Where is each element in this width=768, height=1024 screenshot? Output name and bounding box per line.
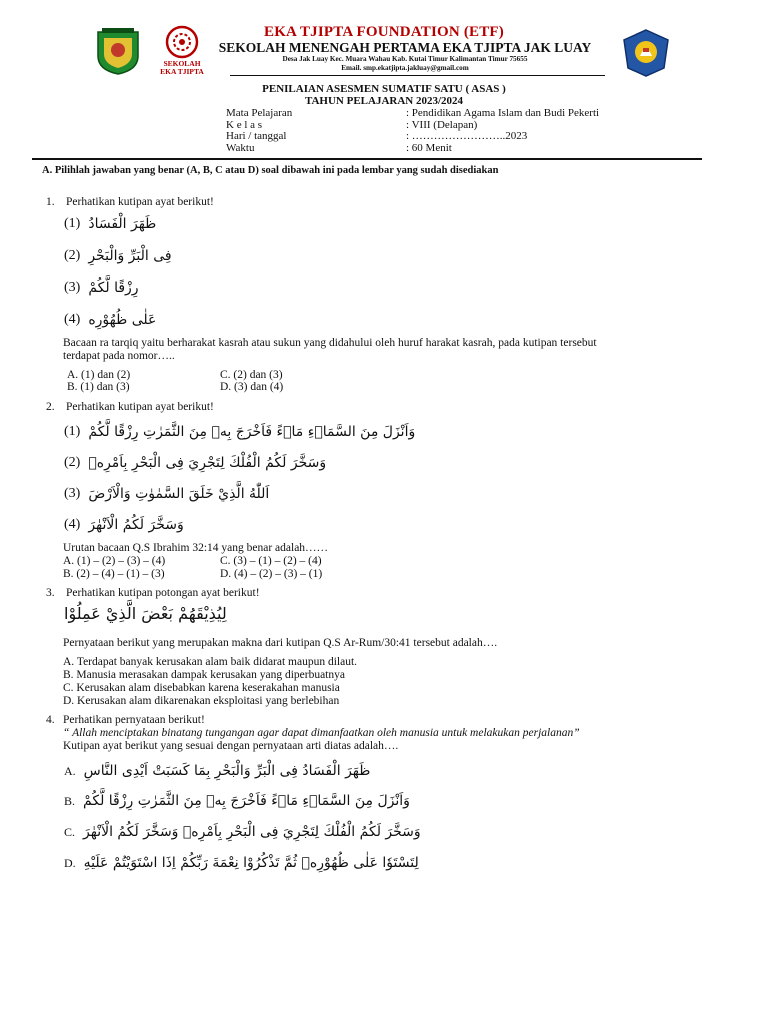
q1-item-2-arabic: فِى الْبَرِّ وَالْبَحْرِ xyxy=(88,248,172,264)
q4-question: Kutipan ayat berikut yang sesuai dengan pernyataan arti diatas adalah…. xyxy=(63,740,399,752)
q2-number: 2. xyxy=(46,401,55,413)
header-divider xyxy=(230,75,605,76)
q4-option-b xyxy=(64,793,410,809)
q4-option-d xyxy=(64,855,419,871)
field-label-subject: Mata Pelajaran xyxy=(226,107,293,119)
q3-question: Pernyataan berikut yang merupakan makna dari kutipan Q.S Ar-Rum/30:41 tersebut adalah…. xyxy=(63,637,498,649)
q2-item-1 xyxy=(64,424,415,440)
field-label-class: K e l a s xyxy=(226,118,263,131)
school-address xyxy=(150,55,660,73)
q2-stem: Perhatikan kutipan ayat berikut! xyxy=(66,401,214,413)
q2-item-2 xyxy=(64,455,326,471)
q2-option-d: D. (4) – (2) – (3) – (1) xyxy=(220,568,323,580)
q1-option-b: B. (1) dan (3) xyxy=(67,381,130,393)
field-value-subject: : Pendidikan Agama Islam dan Budi Pekerti xyxy=(406,107,600,119)
exam-title: PENILAIAN ASESMEN SUMATIF SATU ( ASAS ) xyxy=(262,83,506,95)
field-label-date: Hari / tanggal xyxy=(226,130,287,142)
field-label-time: Waktu xyxy=(226,141,255,154)
q4-option-c-arabic: وَسَخَّرَ لَكُمُ الْفُلْكَ لِتَجْرِيَ فِى الْبَحْرِ بِاَمْرِهٖ وَسَخَّرَ لَكُمُ الْاَنْهٰرَ xyxy=(83,824,421,840)
q2-item-4-arabic: وَسَخَّرَ لَكُمُ الْاَنْهٰرَ xyxy=(88,517,184,533)
q1-item-3-arabic: رِزْقًا لَّكُمْ xyxy=(88,280,139,296)
q1-option-d: D. (3) dan (4) xyxy=(220,381,284,393)
q4-option-b-letter: B. xyxy=(64,793,76,808)
q4-option-c-letter: C. xyxy=(64,824,76,839)
q1-item-2 xyxy=(64,248,172,264)
q2-item-3 xyxy=(64,486,269,502)
q4-option-c xyxy=(64,824,421,840)
q1-item-4-arabic: عَلٰى ظُهُوْرِه xyxy=(88,312,157,328)
field-value-date: : ……………………..2023 xyxy=(406,130,528,142)
q1-question-line-2: terdapat pada nomor….. xyxy=(63,350,175,362)
q1-option-a: A. (1) dan (2) xyxy=(67,369,131,381)
q2-question: Urutan bacaan Q.S Ibrahim 32:14 yang benar adalah…… xyxy=(63,542,329,554)
q1-item-1 xyxy=(64,216,156,232)
q1-item-3-num: (3) xyxy=(64,280,81,295)
school-name: SEKOLAH MENENGAH PERTAMA EKA TJIPTA JAK LUAY xyxy=(218,40,592,55)
q4-option-a xyxy=(64,763,370,779)
q3-option-b: B. Manusia merasakan dampak kerusakan yang diperbuatnya xyxy=(63,669,345,681)
q2-item-2-num: (2) xyxy=(64,455,81,470)
q1-item-4 xyxy=(64,312,156,328)
q2-item-3-num: (3) xyxy=(64,486,81,501)
field-value-class: : VIII (Delapan) xyxy=(406,118,478,131)
q1-item-4-num: (4) xyxy=(64,312,81,327)
logo-caption-line-2: EKA TJIPTA xyxy=(160,67,204,76)
section-divider xyxy=(32,158,702,160)
q4-option-a-letter: A. xyxy=(64,763,76,778)
q4-number: 4. xyxy=(46,714,55,726)
q3-arabic: لِيُذِيْقَهُمْ بَعْضَ الَّذِيْ عَمِلُوْا xyxy=(64,604,227,623)
q2-item-2-arabic: وَسَخَّرَ لَكُمُ الْفُلْكَ لِتَجْرِيَ فِى الْبَحْرِ بِاَمْرِهٖ xyxy=(88,455,327,471)
q3-number: 3. xyxy=(46,587,55,599)
q2-option-b: B. (2) – (4) – (1) – (3) xyxy=(63,568,165,580)
q2-option-c: C. (3) – (1) – (2) – (4) xyxy=(220,555,322,567)
q4-stem: Perhatikan pernyataan berikut! xyxy=(63,714,205,726)
q1-item-1-arabic: ظَهَرَ الْفَسَادُ xyxy=(88,216,157,232)
q3-stem: Perhatikan kutipan potongan ayat berikut! xyxy=(66,587,260,599)
q3-option-c: C. Kerusakan alam disebabkan karena keserakahan manusia xyxy=(63,682,340,694)
q2-item-4 xyxy=(64,517,184,533)
q1-option-c: C. (2) dan (3) xyxy=(220,369,283,381)
q1-number: 1. xyxy=(46,196,55,208)
q1-item-2-num: (2) xyxy=(64,248,81,263)
section-instruction: A. Pilihlah jawaban yang benar (A, B, C atau D) soal dibawah ini pada lembar yang sudah disediakan xyxy=(42,165,499,176)
address-line: Desa Jak Luay Kec. Muara Wahau Kab. Kutai Timur Kalimantan Timur 75655 xyxy=(282,55,528,63)
q2-item-1-num: (1) xyxy=(64,424,81,439)
exam-year: TAHUN PELAJARAN 2023/2024 xyxy=(304,95,464,107)
q2-item-1-arabic: وَاَنْزَلَ مِنَ السَّمَاۤءِ مَاۤءً فَاَخْرَجَ بِهٖ مِنَ الثَّمَرٰتِ رِزْقًا لَّكُمْ xyxy=(88,424,416,440)
foundation-name: EKA TJIPTA FOUNDATION (ETF) xyxy=(263,24,504,40)
q4-option-d-arabic: لِتَسْتَوٗا عَلٰى ظُهُوْرِهٖ ثُمَّ تَذْكُرُوْا نِعْمَةَ رَبِّكُمْ اِذَا اسْتَوَيْتُمْ عَلَيْهِ xyxy=(83,855,419,871)
field-value-time: : 60 Menit xyxy=(406,141,452,154)
q4-option-a-arabic: ظَهَرَ الْفَسَادُ فِى الْبَرِّ وَالْبَحْرِ بِمَا كَسَبَتْ اَيْدِى النَّاسِ xyxy=(83,763,371,779)
q3-option-a: A. Terdapat banyak kerusakan alam baik didarat maupun dilaut. xyxy=(63,656,358,668)
q4-option-d-letter: D. xyxy=(64,855,76,870)
email-line: Email. smp.ekatjipta.jakluay@gmail.com xyxy=(341,64,469,72)
q1-item-3 xyxy=(64,280,139,296)
q3-option-d: D. Kerusakan alam dikarenakan eksploitasi yang berlebihan xyxy=(63,695,340,707)
q2-option-a: A. (1) – (2) – (3) – (4) xyxy=(63,555,166,567)
q1-stem: Perhatikan kutipan ayat berikut! xyxy=(66,196,214,208)
q4-quote: “ Allah menciptakan binatang tungangan agar dapat dimanfaatkan oleh manusia untuk melakukan perjalanan” xyxy=(63,727,580,739)
q2-item-4-num: (4) xyxy=(64,517,81,532)
q1-question-line-1: Bacaan ra tarqiq yaitu berharakat kasrah atau sukun yang didahului oleh huruf harakat kasrah, pada kutipan tersebut xyxy=(63,337,597,349)
q1-item-1-num: (1) xyxy=(64,216,81,231)
q2-item-3-arabic: اَللّٰهُ الَّذِيْ خَلَقَ السَّمٰوٰتِ وَالْاَرْضَ xyxy=(88,486,270,502)
logo-caption-line-1: SEKOLAH xyxy=(163,59,201,68)
q4-option-b-arabic: وَاَنْزَلَ مِنَ السَّمَاۤءِ مَاۤءً فَاَخْرَجَ بِهٖ مِنَ الثَّمَرٰتِ رِزْقًا لَّكُمْ xyxy=(83,793,410,809)
